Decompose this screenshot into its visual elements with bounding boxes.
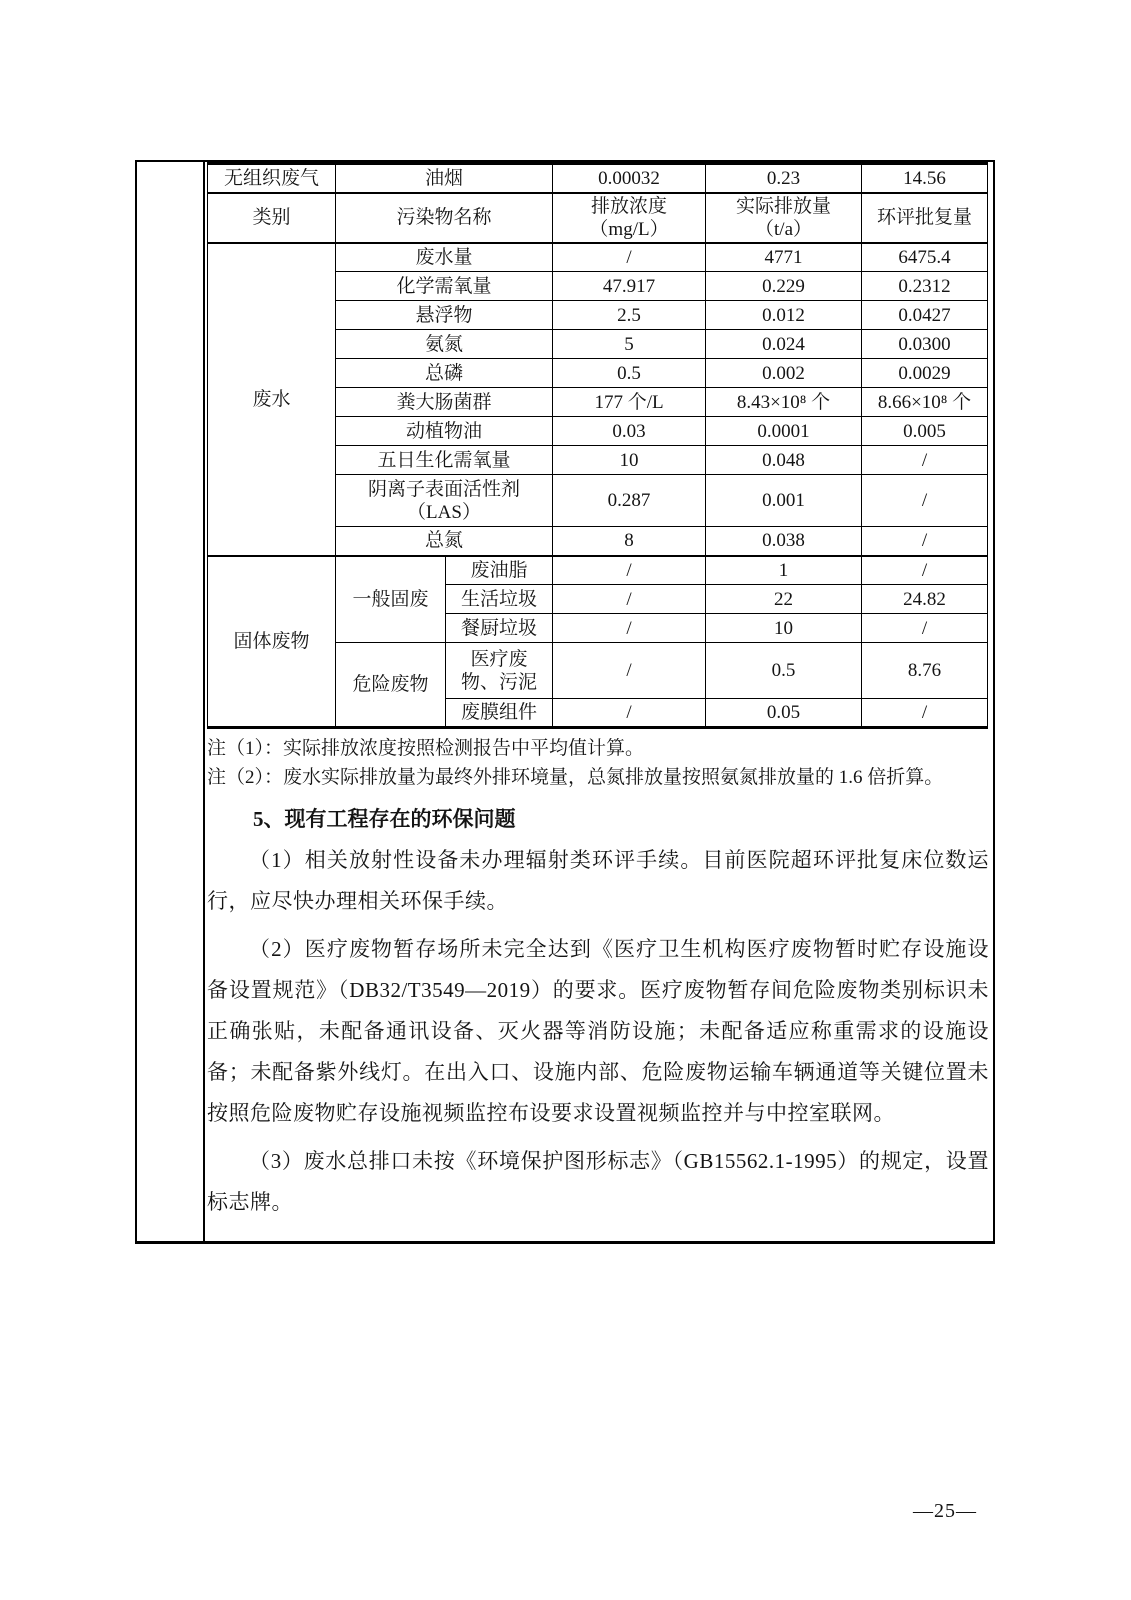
cell-concentration: / [553,556,706,585]
cell-concentration: 177 个/L [553,388,706,417]
cell-pollutant-name: 废水量 [336,243,553,272]
cell-group-general: 一般固废 [336,556,446,643]
cell-pollutant-name: 五日生化需氧量 [336,446,553,475]
section-body [207,840,989,1223]
cell-actual: 0.024 [706,330,862,359]
note-1: 注（1）：实际排放浓度按照检测报告中平均值计算。 [207,738,645,759]
cell-pollutant-name: 餐厨垃圾 [446,614,553,643]
cell-actual: 0.05 [706,699,862,728]
table-row [208,164,988,193]
cell-approved: 0.005 [862,417,988,446]
header-category: 类别 [208,193,336,243]
empty-left-column [137,162,205,1241]
cell-group-hazardous: 危险废物 [336,643,446,728]
header-pollutant-name: 污染物名称 [336,193,553,243]
cell-approved: / [862,446,988,475]
header-actual: 实际排放量 （t/a） [706,193,862,243]
cell-pollutant-name: 氨氮 [336,330,553,359]
cell-category: 无组织废气 [208,164,336,193]
cell-concentration: 0.00032 [553,164,706,193]
cell-actual: 0.002 [706,359,862,388]
cell-actual: 0.012 [706,301,862,330]
cell-actual: 4771 [706,243,862,272]
cell-pollutant-name: 总氮 [336,527,553,556]
cell-actual: 10 [706,614,862,643]
cell-actual: 22 [706,585,862,614]
cell-approved: 6475.4 [862,243,988,272]
page-number: —25— [913,1500,977,1522]
paragraph-1: （1）相关放射性设备未办理辐射类环评手续。目前医院超环评批复床位数运行，应尽快办理相关环保手续。 [207,848,989,913]
cell-actual: 0.23 [706,164,862,193]
cell-concentration: 10 [553,446,706,475]
cell-concentration: / [553,614,706,643]
cell-approved: 24.82 [862,585,988,614]
table-row [208,243,988,272]
cell-approved: 8.76 [862,643,988,699]
cell-pollutant-name: 总磷 [336,359,553,388]
cell-pollutant-name: 化学需氧量 [336,272,553,301]
cell-approved: / [862,556,988,585]
cell-concentration: / [553,585,706,614]
cell-concentration: 47.917 [553,272,706,301]
header-approved: 环评批复量 [862,193,988,243]
note-2: 注（2）：废水实际排放量为最终外排环境量，总氮排放量按照氨氮排放量的 1.6 倍折算。 [207,767,944,788]
cell-approved: / [862,527,988,556]
cell-concentration: / [553,699,706,728]
cell-approved: 0.2312 [862,272,988,301]
cell-actual: 1 [706,556,862,585]
cell-pollutant-name: 废膜组件 [446,699,553,728]
cell-concentration: 8 [553,527,706,556]
cell-approved: 0.0427 [862,301,988,330]
cell-content [207,162,989,1223]
section-heading: 5、现有工程存在的环保问题 [253,807,516,831]
cell-approved: 14.56 [862,164,988,193]
cell-pollutant-name: 阴离子表面活性剂 （LAS） [336,475,553,527]
cell-pollutant-name: 油烟 [336,164,553,193]
outer-table-frame [135,160,995,1244]
paragraph-3: （3）废水总排口未按《环境保护图形标志》（GB15562.1-1995）的规定，设置标志牌。 [207,1149,989,1214]
cell-approved: / [862,699,988,728]
cell-approved: 8.66×10⁸ 个 [862,388,988,417]
cell-category-solid-waste: 固体废物 [208,556,336,728]
table-row [208,556,988,585]
cell-approved: 0.0300 [862,330,988,359]
cell-pollutant-name: 医疗废 物、污泥 [446,643,553,699]
cell-concentration: 5 [553,330,706,359]
cell-pollutant-name: 动植物油 [336,417,553,446]
cell-actual: 0.0001 [706,417,862,446]
cell-concentration: 0.287 [553,475,706,527]
cell-pollutant-name: 粪大肠菌群 [336,388,553,417]
pollution-emission-table [207,162,988,729]
cell-pollutant-name: 悬浮物 [336,301,553,330]
cell-actual: 0.048 [706,446,862,475]
paragraph-2: （2）医疗废物暂存场所未完全达到《医疗卫生机构医疗废物暂时贮存设施设备设置规范》（DB32/T3549—2019）的要求。医疗废物暂存间危险废物类别标识未正确张贴，未配备通讯设备、灭火器等消防设施；未配备适应称重需求的设施设备；未配备紫外线灯。在出入口、设施内部、危险废物运输车辆通道等关键位置未按照危险废物贮存设施视频监控布设要求设置视频监控并与中控室联网。 [207,937,989,1125]
cell-actual: 8.43×10⁸ 个 [706,388,862,417]
cell-actual: 0.001 [706,475,862,527]
cell-actual: 0.5 [706,643,862,699]
cell-concentration: / [553,643,706,699]
table-header-row [208,193,988,243]
cell-approved: 0.0029 [862,359,988,388]
cell-category-wastewater: 废水 [208,243,336,556]
table-notes [207,734,989,792]
cell-actual: 0.038 [706,527,862,556]
cell-concentration: / [553,243,706,272]
cell-approved: / [862,614,988,643]
cell-actual: 0.229 [706,272,862,301]
cell-pollutant-name: 生活垃圾 [446,585,553,614]
cell-approved: / [862,475,988,527]
cell-concentration: 2.5 [553,301,706,330]
cell-concentration: 0.03 [553,417,706,446]
cell-pollutant-name: 废油脂 [446,556,553,585]
header-concentration: 排放浓度 （mg/L） [553,193,706,243]
cell-concentration: 0.5 [553,359,706,388]
